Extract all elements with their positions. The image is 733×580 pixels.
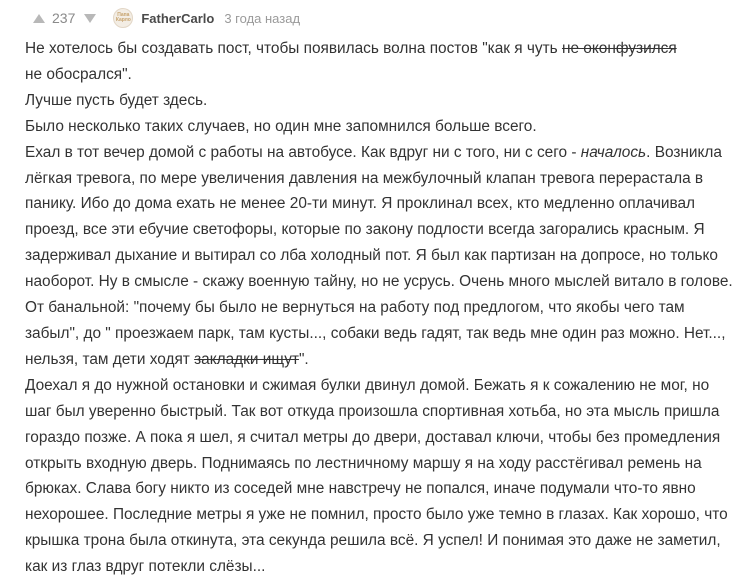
comment-line: открыть входную дверь. Поднимаясь по лестничному маршу я на ходу расстёгивал ремень на [25,454,702,472]
comment-line: От банальной: "почему бы было не вернуться на работу под предлогом, что якобы чего там [25,299,685,317]
comment-line: крышка трона была откинута, эта секунда решила всё. Я успел! И понимая это даже не заметил, [25,532,721,550]
comment-text: ". [298,350,309,368]
comment-time[interactable]: 3 года назад [224,10,301,26]
comment-rating: 237 [52,10,76,26]
comment-text: . Возникла [646,143,722,161]
author-name[interactable]: FatherCarlo [141,10,215,26]
vote-up-icon[interactable] [32,11,46,25]
comment-line: шаг был уверенно быстрый. Так вот откуда произошла спортивная хотьба, но эта мысль пришла [25,402,720,420]
comment-line: забыл", до " проезжаем парк, там кусты..., собаки ведь гадят, так ведь мне один раз можно. Нет..., [25,324,726,342]
comment-line: как из глаз вдруг потекли слёзы... [25,558,266,576]
comment-line: задерживал дыхание и вытирал со лба холодный пот. Я был как партизан на допросе, но только [25,247,718,265]
comment-text: Не хотелось бы создавать пост, чтобы появилась волна постов "как я чуть [25,40,562,57]
comment-body [25,36,733,580]
comment-line [25,36,685,62]
strikethrough-text: не оконфузился [561,40,677,57]
comment-line: Лучше пусть будет здесь. [25,91,208,109]
vote-down-icon[interactable] [83,11,97,25]
comment-line: брюках. Слава богу никто из соседей мне навстречу не попался, иначе подумали что-то явно [25,480,696,498]
avatar[interactable]: Папа Карло [113,8,133,28]
comment-header [32,6,300,30]
comment-line: Было несколько таких случаев, но один мне запомнился больше всего. [25,117,537,135]
comment-line [25,347,685,373]
comment-text: нельзя, там дети ходят [25,350,195,368]
comment-line: лёгкая тревога, по мере увеличения давления на межбулочный клапан тревога перерастала в [25,169,704,187]
comment-line: проезд, все эти ебучие светофоры, которые по закону подлости всегда загорались красным. Я [25,221,705,239]
italic-text: началось [580,143,647,161]
comment-line: Доехал я до нужной остановки и сжимая булки двинул домой. Бежать я к сожалению не мог, но [25,376,710,394]
comment-line: не обосрался". [25,65,132,83]
comment-text: Ехал в тот вечер домой с работы на автобусе. Как вдруг ни с того, ни с сего - [25,143,581,161]
comment-line: наоборот. Ну в смысле - скажу военную тайну, но не усрусь. Очень много мыслей витало в голове. [25,273,733,291]
comment-line: нехорошее. Последние метры я уже не помнил, просто было уже темно в глазах. Как хорошо, что [25,506,728,524]
comment-line: гораздо позже. А пока я шел, я считал метры до двери, доставал ключи, чтобы без промедления [25,428,721,446]
strikethrough-text: закладки ищут [194,350,299,368]
comment-line [25,140,722,166]
comment-line: панику. Ибо до дома ехать не менее 20-ти минут. Я проклинал всех, кто медленно оплачивал [25,195,696,213]
